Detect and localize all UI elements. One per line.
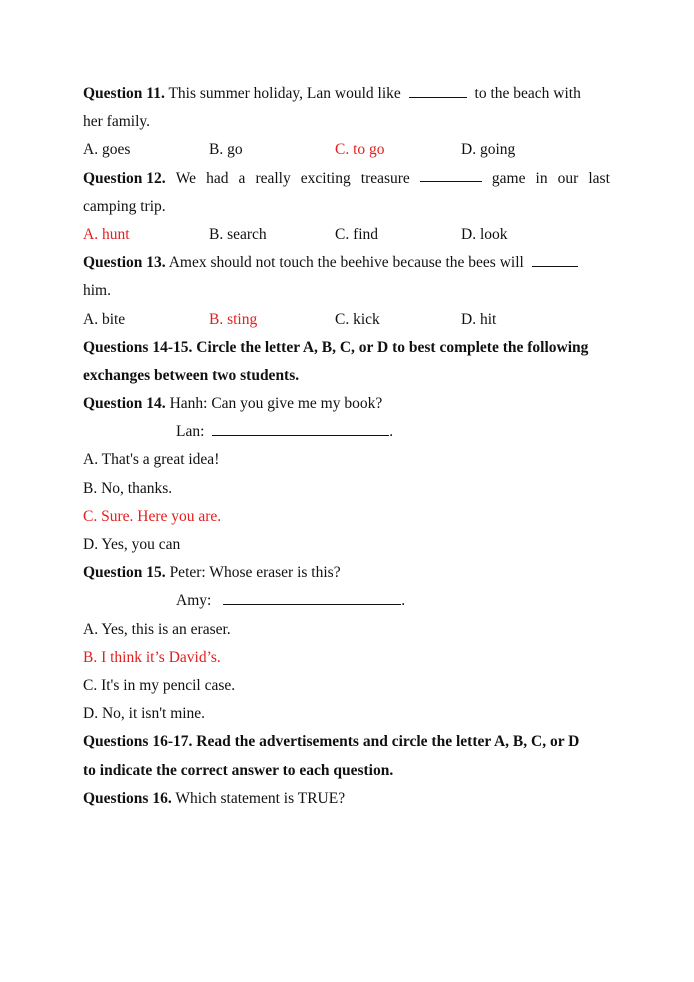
question-12-word: a <box>238 169 246 187</box>
question-15-option-b[interactable]: B. I think it’s David’s. <box>83 648 221 666</box>
question-15-reply-end: . <box>401 592 406 610</box>
section-14-15-instruction-line-1: Questions 14-15. Circle the letter A, B, C, or D to best complete the following <box>83 338 589 356</box>
question-16-text: Which statement is TRUE? <box>175 789 346 807</box>
question-11-blank <box>409 81 467 98</box>
question-12-line-2 <box>83 193 610 221</box>
question-15-prompt-line <box>83 559 610 587</box>
section-16-17-instruction-line-2: to indicate the correct answer to each question. <box>83 761 394 779</box>
question-12-word: We <box>175 169 197 187</box>
question-16-line <box>83 785 610 813</box>
question-12-option-a[interactable]: A. hunt <box>83 225 130 243</box>
question-14-reply-blank <box>212 419 389 436</box>
question-15-option-d[interactable]: D. No, it isn't mine. <box>83 705 206 723</box>
question-12-line-1 <box>83 165 610 193</box>
question-15-option-a[interactable]: A. Yes, this is an eraser. <box>83 620 231 638</box>
question-12-word: our <box>557 169 579 187</box>
question-15-prompt: Peter: Whose eraser is this? <box>169 564 341 582</box>
question-11-option-b[interactable]: B. go <box>209 141 243 159</box>
question-11-options <box>83 136 610 164</box>
question-12-word: had <box>206 169 229 187</box>
question-12-word: last <box>588 169 610 187</box>
question-11-text-before: This summer holiday, Lan would like <box>168 85 401 102</box>
question-12-word: game <box>491 169 526 187</box>
question-15-reply-speaker: Amy: <box>176 592 212 610</box>
question-13-text-cont: him. <box>83 282 111 300</box>
question-14-reply-speaker: Lan: <box>176 423 205 441</box>
question-13-text-before: Amex should not touch the beehive because the bees will <box>168 254 524 272</box>
question-13-line-2 <box>83 277 610 305</box>
question-11-text-after: to the beach with <box>474 85 581 102</box>
question-12-option-d[interactable]: D. look <box>461 225 508 243</box>
question-12-word: in <box>535 169 548 187</box>
question-12-option-b[interactable]: B. search <box>209 225 267 243</box>
question-15-reply-line <box>83 587 610 615</box>
question-14-option-a[interactable]: A. That's a great idea! <box>83 451 220 469</box>
question-12-options <box>83 221 610 249</box>
question-14-option-c[interactable]: C. Sure. Here you are. <box>83 507 222 525</box>
question-15-reply-blank <box>223 588 401 605</box>
question-14-reply-line <box>83 418 610 446</box>
question-13-line-1 <box>83 249 610 277</box>
section-14-15-instruction-line-2: exchanges between two students. <box>83 366 300 384</box>
question-12-word: exciting <box>300 169 351 187</box>
question-13-option-b[interactable]: B. sting <box>209 310 258 328</box>
question-12-word: treasure <box>360 169 410 187</box>
question-11-option-d[interactable]: D. going <box>461 141 516 159</box>
question-14-reply-end: . <box>389 423 394 441</box>
question-12-text-cont: camping trip. <box>83 197 166 215</box>
question-11-option-a[interactable]: A. goes <box>83 141 131 159</box>
question-12-label: Question 12. <box>83 169 166 187</box>
question-13-label: Question 13. <box>83 254 166 272</box>
question-14-option-d[interactable]: D. Yes, you can <box>83 536 181 553</box>
question-16-label: Questions 16. <box>83 789 172 807</box>
question-14-label: Question 14. <box>83 395 166 413</box>
question-11-line-1 <box>83 80 610 108</box>
section-16-17-instruction-line-1: Questions 16-17. Read the advertisements and circle the letter A, B, C, or D <box>83 733 580 751</box>
worksheet-page <box>83 80 610 813</box>
question-13-option-d[interactable]: D. hit <box>461 310 497 328</box>
question-13-options <box>83 306 610 334</box>
question-11-text-cont: her family. <box>83 113 150 131</box>
question-12-blank <box>420 165 482 182</box>
question-15-option-c[interactable]: C. It's in my pencil case. <box>83 676 236 694</box>
question-14-prompt-line <box>83 390 610 418</box>
question-12-word: really <box>255 169 291 187</box>
question-11-option-c[interactable]: C. to go <box>335 141 385 159</box>
question-13-option-c[interactable]: C. kick <box>335 310 380 328</box>
question-12-option-c[interactable]: C. find <box>335 225 379 243</box>
question-14-prompt: Hanh: Can you give me my book? <box>169 395 383 413</box>
question-11-line-2 <box>83 108 610 136</box>
question-13-blank <box>532 250 578 267</box>
question-11-label: Question 11. <box>83 85 165 102</box>
question-13-option-a[interactable]: A. bite <box>83 310 126 328</box>
question-14-option-b[interactable]: B. No, thanks. <box>83 479 173 497</box>
question-15-label: Question 15. <box>83 564 166 582</box>
